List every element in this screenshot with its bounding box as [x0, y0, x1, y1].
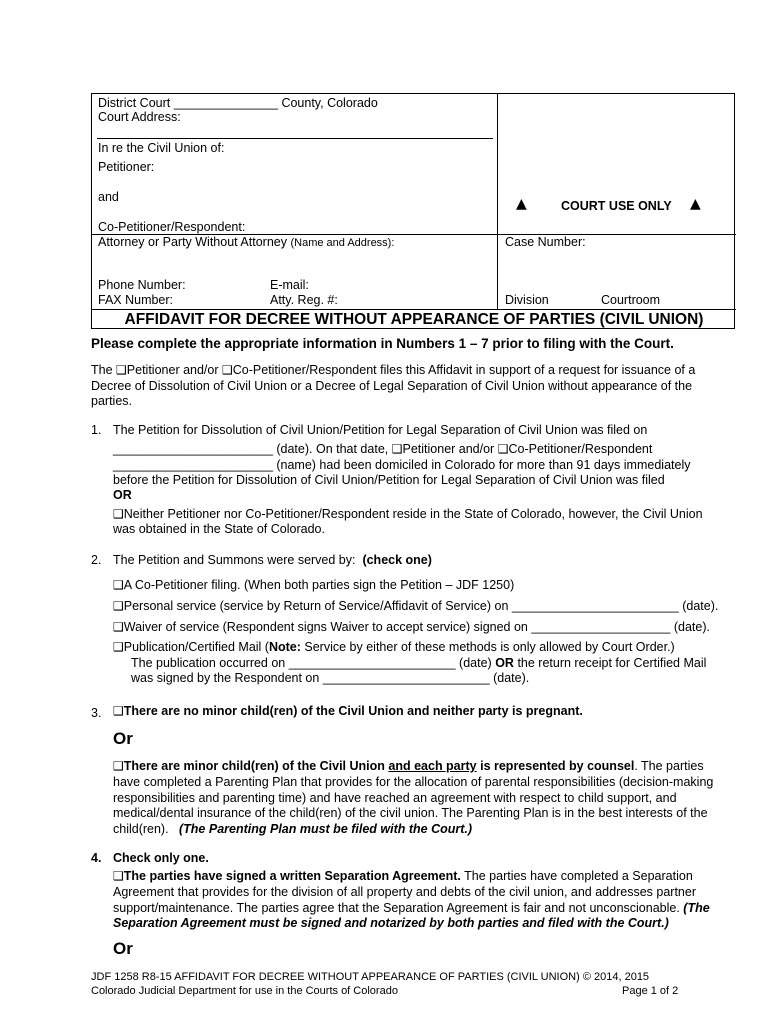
separation-agreement-checkbox[interactable]: ❑ [113, 869, 124, 883]
item4-label: Check only one. [113, 851, 209, 865]
item3-paragraph: have completed a Parenting Plan that provides for the allocation of parental responsibilities (decision-making responsibilities and parenting time) and have reached an agreement with respect to child support, and medical/dental insurance of the child(ren) of the civil union. The Parenting Plan is in the best interests of the child(ren). (The Parenting Plan must be filed with the Court.) [113, 775, 714, 836]
item-number: 3. [91, 706, 102, 720]
co-petitioner-field[interactable]: Co-Petitioner/Respondent: [98, 220, 246, 234]
item4-opt1: ❑The parties have signed a written Separation Agreement. The parties have completed a Separation [113, 869, 693, 883]
item-number: 4. [91, 851, 102, 865]
publication-checkbox[interactable]: ❑ [113, 640, 124, 654]
courtroom-field[interactable]: Courtroom [601, 293, 661, 307]
footer-department: Colorado Judicial Department for use in the Courts of Colorado [91, 985, 398, 997]
item2-opt4-line3: was signed by the Respondent on ________________________ (date). [131, 671, 530, 685]
co-petitioner-filing-checkbox[interactable]: ❑ [113, 578, 124, 592]
personal-service-checkbox[interactable]: ❑ [113, 599, 124, 613]
item-number: 2. [91, 553, 102, 567]
item1-line3: _______________________ (name) had been domiciled in Colorado for more than 91 days immediately [113, 458, 691, 472]
footer-form-id: JDF 1258 R8-15 AFFIDAVIT FOR DECREE WITHOUT APPEARANCE OF PARTIES (CIVIL UNION) © 2014, 2015 [91, 971, 650, 983]
item2-opt1: ❑A Co-Petitioner filing. (When both parties sign the Petition – JDF 1250) [113, 578, 515, 592]
item4-paragraph: Agreement that provides for the division of all property and debts of the civil union, and addresses partner support/maintenance. The parties agree that the Separation Agreement is fair and not unconscionable. (The Separation Agreement must be signed and notarized by both parties and filed with the Court.) [113, 885, 710, 930]
item1-line2: _______________________ (date). On that date, ❑Petitioner and/or ❑Co-Petitioner/Respondent [113, 442, 653, 456]
item2-opt4: ❑Publication/Certified Mail (Note: Service by either of these methods is only allowed by Court Order.) [113, 640, 675, 654]
item1-petitioner-checkbox[interactable]: ❑ [391, 442, 403, 456]
item3-opt2: ❑There are minor child(ren) of the Civil Union and each party is represented by counsel. The parties [113, 759, 704, 773]
attorney-label: Attorney or Party Without Attorney (Name and Address): [98, 235, 395, 249]
or-label: Or [113, 729, 133, 748]
item1-line1: The Petition for Dissolution of Civil Union/Petition for Legal Separation of Civil Union was filed on [113, 423, 648, 437]
caption-underline [97, 138, 493, 139]
item3-opt1: ❑There are no minor child(ren) of the Civil Union and neither party is pregnant. [113, 704, 583, 718]
item2-label: The Petition and Summons were served by: (check one) [113, 553, 432, 567]
item1-line4: before the Petition for Dissolution of Civil Union/Petition for Legal Separation of Civil Union was filed [113, 473, 665, 487]
page-number: Page 1 of 2 [622, 985, 679, 997]
item1-neither-line2: was obtained in the State of Colorado. [113, 522, 325, 536]
or-label: Or [113, 939, 133, 958]
court-address-field[interactable]: Court Address: [98, 110, 181, 124]
minor-children-checkbox[interactable]: ❑ [113, 759, 124, 773]
fax-field[interactable]: FAX Number: [98, 293, 174, 307]
no-minor-children-checkbox[interactable]: ❑ [113, 704, 124, 718]
in-re-label: In re the Civil Union of: [98, 141, 225, 155]
triangle-up-icon: ▲ [516, 196, 527, 212]
atty-reg-field[interactable]: Atty. Reg. #: [270, 293, 338, 307]
item1-neither-line1: ❑Neither Petitioner nor Co-Petitioner/Respondent reside in the State of Colorado, however, the Civil Union [113, 507, 703, 521]
petitioner-checkbox[interactable]: ❑ [116, 363, 127, 377]
item1-co-petitioner-checkbox[interactable]: ❑ [497, 442, 509, 456]
email-field[interactable]: E-mail: [270, 278, 309, 292]
item2-opt4-line2: The publication occurred on ________________________ (date) OR the return receipt for Certified Mail [131, 656, 707, 670]
instruction-text: Please complete the appropriate information in Numbers 1 – 7 prior to filing with the Court. [91, 336, 674, 351]
and-label: and [98, 190, 119, 204]
caption-box [91, 93, 735, 329]
triangle-up-icon: ▲ [690, 196, 701, 212]
co-petitioner-checkbox[interactable]: ❑ [222, 363, 233, 377]
item2-opt2: ❑Personal service (service by Return of Service/Affidavit of Service) on ________________________ (date). [113, 599, 719, 613]
or-label: OR [113, 488, 132, 502]
page-title: AFFIDAVIT FOR DECREE WITHOUT APPEARANCE OF PARTIES (CIVIL UNION) [124, 311, 704, 328]
case-number-field[interactable]: Case Number: [505, 235, 586, 249]
court-use-only-label: COURT USE ONLY [561, 199, 672, 213]
phone-field[interactable]: Phone Number: [98, 278, 186, 292]
division-field[interactable]: Division [505, 293, 549, 307]
waiver-of-service-checkbox[interactable]: ❑ [113, 620, 124, 634]
item-number: 1. [91, 423, 102, 437]
intro-paragraph: The ❑Petitioner and/or ❑Co-Petitioner/Respondent files this Affidavit in support of a request for issuance of a Decree of Dissolution of Civil Union or a Decree of Legal Separation of Civil Union without appearance of the parties. [91, 363, 696, 408]
caption-divider-vertical [497, 94, 498, 310]
district-court-field[interactable]: District Court _______________ County, Colorado [98, 96, 378, 110]
petitioner-field[interactable]: Petitioner: [98, 160, 155, 174]
item1-neither-checkbox[interactable]: ❑ [113, 507, 124, 521]
item2-opt3: ❑Waiver of service (Respondent signs Waiver to accept service) signed on ____________________ (date). [113, 620, 710, 634]
